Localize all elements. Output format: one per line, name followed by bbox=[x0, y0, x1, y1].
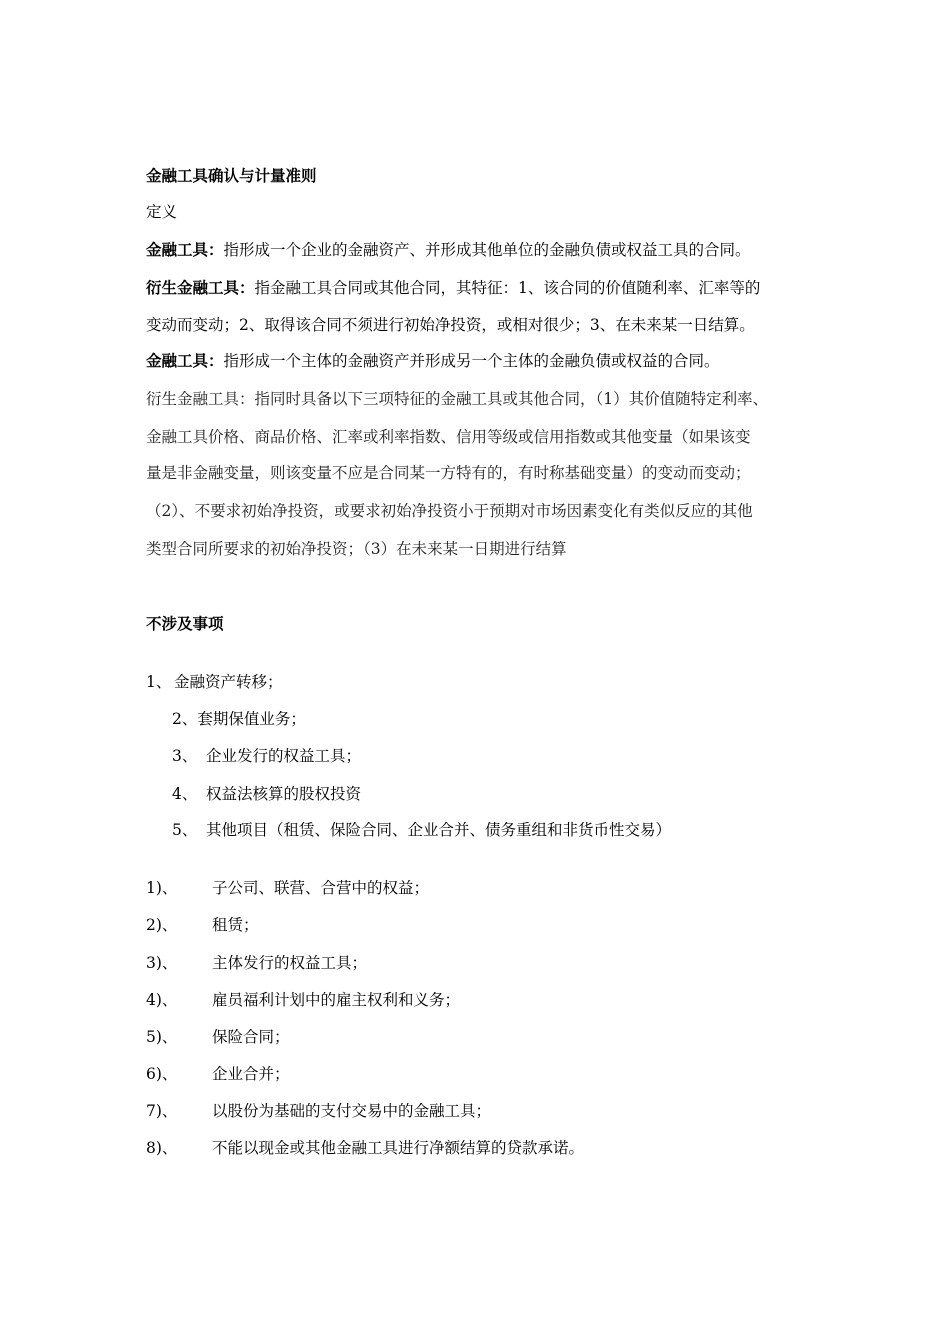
list-item-text: 其他项目（租赁、保险合同、企业合并、债务重组和非货币性交易） bbox=[206, 821, 672, 839]
list-item bbox=[146, 1064, 290, 1084]
definition-heading: 定义 bbox=[146, 203, 178, 221]
document-title: 金融工具确认与计量准则 bbox=[146, 167, 317, 185]
list-item-text: 保险合同； bbox=[212, 1028, 290, 1046]
list-item-text: 租赁； bbox=[212, 916, 259, 934]
list-item-number: 8)、 bbox=[146, 1139, 178, 1157]
list-item-text: 主体发行的权益工具； bbox=[212, 954, 368, 972]
list-item-number: 1)、 bbox=[146, 879, 178, 897]
definition-1-text: 指形成一个企业的金融资产、并形成其他单位的金融负债或权益工具的合同。 bbox=[223, 241, 751, 259]
list-item bbox=[146, 878, 429, 898]
definition-1-term: 金融工具： bbox=[146, 241, 224, 259]
list-item-text: 以股份为基础的支付交易中的金融工具； bbox=[212, 1102, 492, 1120]
list-item-text: 雇员福利计划中的雇主权利和义务； bbox=[212, 991, 461, 1009]
list-item bbox=[172, 784, 361, 804]
definition-4-line-3: 量是非金融变量，则该变量不应是合同某一方特有的，有时称基础变量）的变动而变动； bbox=[146, 464, 751, 482]
definition-4-line-5: 类型合同所要求的初始净投资；（3）在未来某一日期进行结算 bbox=[146, 540, 567, 558]
list-item-number: 3)、 bbox=[146, 954, 178, 972]
definition-3-term: 金融工具： bbox=[146, 352, 224, 370]
list-item-text: 金融资产转移； bbox=[174, 673, 283, 691]
list-item-text: 企业发行的权益工具； bbox=[206, 747, 362, 765]
list-item-number: 5)、 bbox=[146, 1028, 178, 1046]
definition-4-line-1: 衍生金融工具：指同时具备以下三项特征的金融工具或其他合同，（1）其价值随特定利率、 bbox=[146, 390, 769, 408]
definition-2-line-1 bbox=[146, 278, 760, 298]
definition-3 bbox=[146, 351, 720, 371]
list-item-text: 企业合并； bbox=[212, 1065, 290, 1083]
definition-4-line-4: （2）、不要求初始净投资，或要求初始净投资小于预期对市场因素变化有类似反应的其他 bbox=[146, 502, 753, 520]
list-item-text: 权益法核算的股权投资 bbox=[206, 785, 362, 803]
list-item-number: 3、 bbox=[172, 747, 198, 765]
definition-2-term: 衍生金融工具： bbox=[146, 279, 255, 297]
exclusions-heading: 不涉及事项 bbox=[146, 615, 224, 633]
list-item-number: 2、 bbox=[172, 710, 198, 728]
list-item bbox=[146, 672, 283, 692]
list-item bbox=[172, 820, 671, 840]
list-item bbox=[146, 1027, 290, 1047]
definition-2-text-1: 指金融工具合同或其他合同，其特征：1、该合同的价值随利率、汇率等的 bbox=[254, 279, 761, 297]
list-item-number: 6)、 bbox=[146, 1065, 178, 1083]
definition-2-line-2: 变动而变动；2、取得该合同不须进行初始净投资，或相对很少；3、在未来某一日结算。 bbox=[146, 316, 755, 334]
list-item bbox=[172, 709, 306, 729]
list-item-text: 子公司、联营、合营中的权益； bbox=[212, 879, 430, 897]
definition-4-line-2: 金融工具价格、商品价格、汇率或利率指数、信用等级或信用指数或其他变量（如果该变 bbox=[146, 428, 751, 446]
list-item bbox=[146, 953, 367, 973]
list-item bbox=[172, 746, 361, 766]
list-item bbox=[146, 1101, 491, 1121]
list-item bbox=[146, 1138, 584, 1158]
list-item-number: 7)、 bbox=[146, 1102, 178, 1120]
list-item-text: 套期保值业务； bbox=[197, 710, 306, 728]
list-item bbox=[146, 990, 460, 1010]
list-item-number: 2)、 bbox=[146, 916, 178, 934]
definition-1 bbox=[146, 240, 751, 260]
list-item-number: 5、 bbox=[172, 821, 198, 839]
definition-3-text: 指形成一个主体的金融资产并形成另一个主体的金融负债或权益的合同。 bbox=[223, 352, 720, 370]
list-item bbox=[146, 915, 259, 935]
list-item-number: 4、 bbox=[172, 785, 198, 803]
list-item-number: 1、 bbox=[146, 673, 172, 691]
list-item-text: 不能以现金或其他金融工具进行净额结算的贷款承诺。 bbox=[212, 1139, 585, 1157]
list-item-number: 4)、 bbox=[146, 991, 178, 1009]
